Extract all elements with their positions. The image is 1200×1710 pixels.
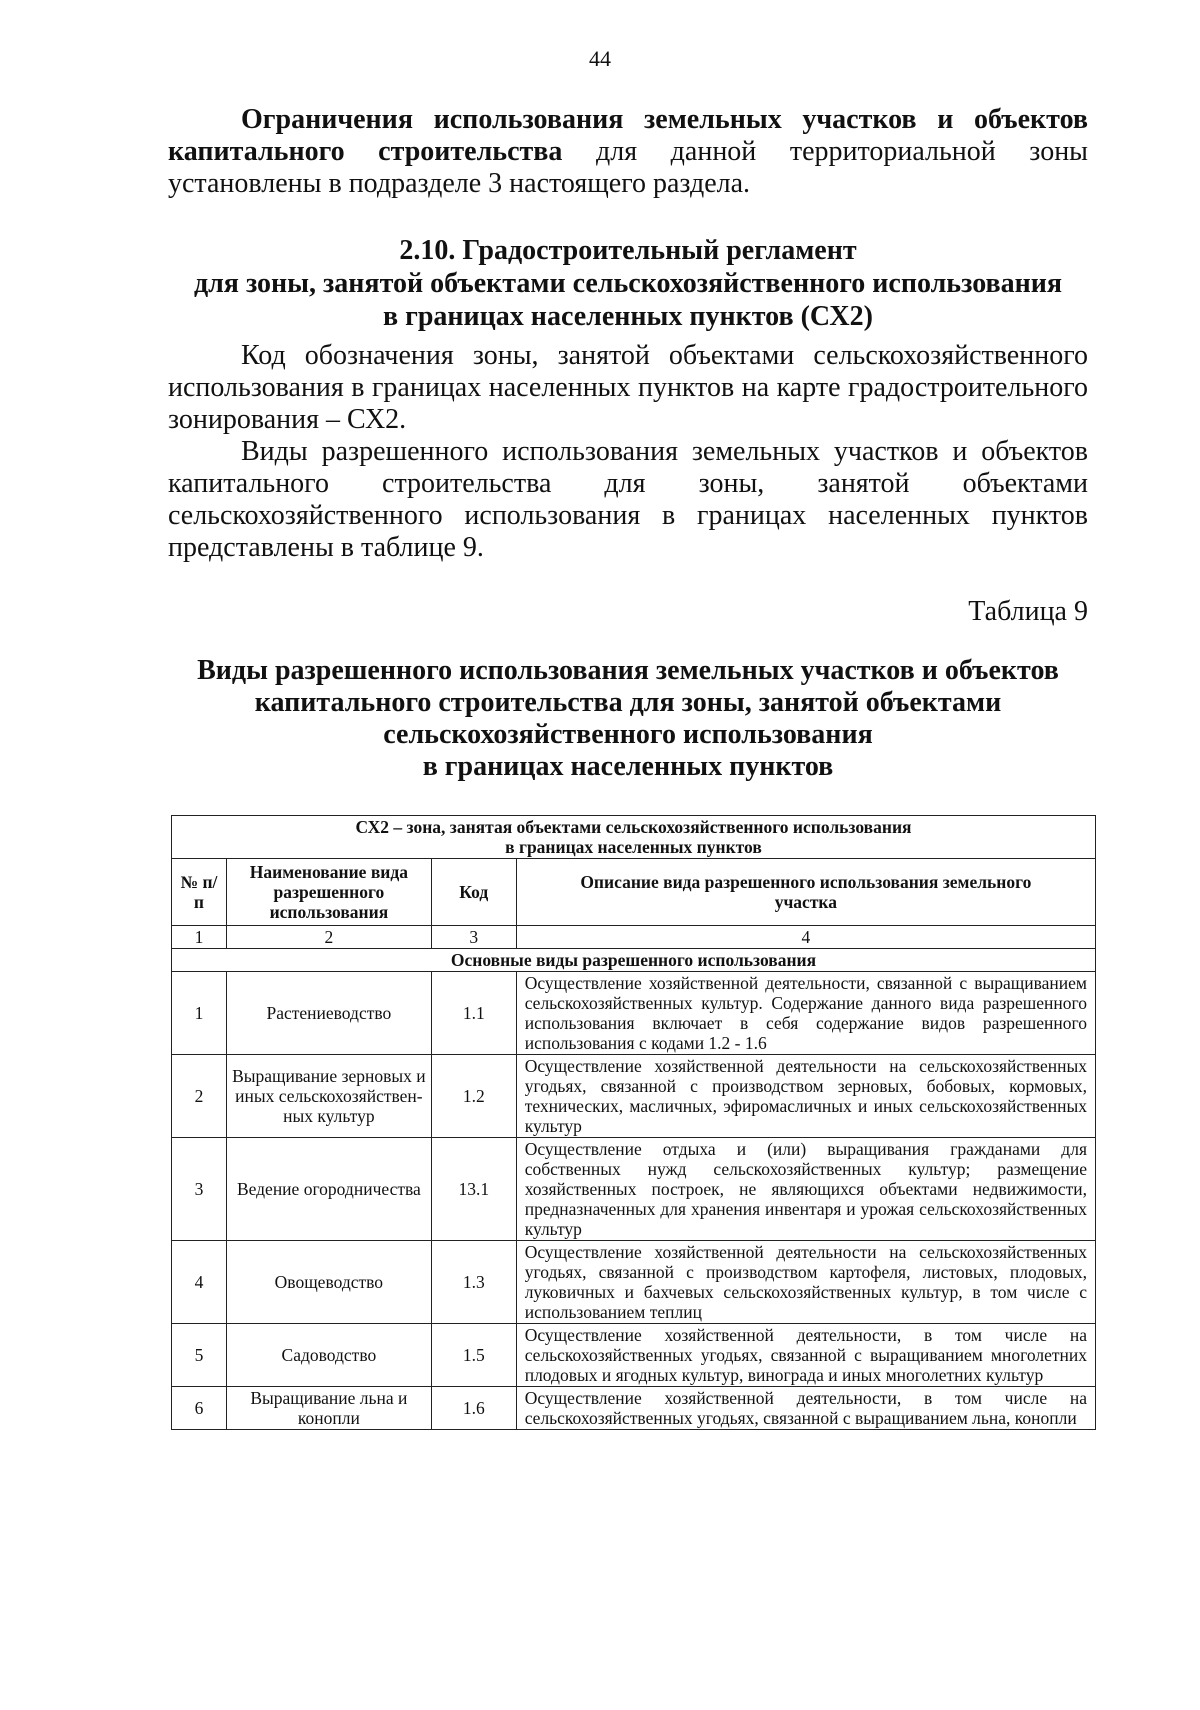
table-zone-title-line2: в границах населенных пунктов — [505, 837, 762, 857]
intro-rest: для данной территориальной зоны установлены в подразделе 3 настоящего раздела. — [168, 136, 1088, 199]
code-paragraph: Код обозначения зоны, занятой объектами сельскохозяйственного использования в границах населенных пунктов на карте градостроительного зонирования – СХ2. — [168, 340, 1088, 435]
table-title-line2: капитального строительства для зоны, занятой объектами — [254, 687, 1002, 718]
row-desc: Осуществление хозяйственной деятельности на сельскохозяйственных угодьях, связанной с производством зерновых, бобовых, кормовых, технических, масличных, эфиромасличных и иных сельскохозяйственных культур — [516, 1055, 1095, 1138]
table-row — [172, 1138, 1096, 1241]
section-heading-line3: в границах населенных пунктов (СХ2) — [383, 301, 873, 332]
types-paragraph: Виды разрешенного использования земельных участков и объектов капитального строительства для зоны, занятой объектами сельскохозяйственного использования в границах населенных пунктов представлены в таблице 9. — [168, 436, 1088, 563]
header-code: Код — [431, 859, 516, 926]
row-name: Садоводство — [226, 1324, 431, 1387]
column-number: 1 — [172, 926, 227, 949]
row-name: Растениеводство — [226, 972, 431, 1055]
row-name: Овощеводство — [226, 1241, 431, 1324]
row-desc: Осуществление хозяйственной деятельности, в том числе на сельскохозяйственных угодьях, связанной с выращиванием многолетних плодовых и ягодных культур, винограда и иных многолетних культур — [516, 1324, 1095, 1387]
table-title-line1: Виды разрешенного использования земельных участков и объектов — [197, 655, 1059, 686]
row-code: 1.2 — [431, 1055, 516, 1138]
row-name: Ведение огородничества — [226, 1138, 431, 1241]
permitted-use-table — [171, 815, 1096, 1430]
table-header-row — [172, 859, 1096, 926]
table-row — [172, 1055, 1096, 1138]
row-desc: Осуществление хозяйственной деятельности на сельскохозяйственных угодьях, связанной с производством картофеля, листовых, плодовых, луковичных и бахчевых сельскохозяйственных культур, в том числе с использованием теплиц — [516, 1241, 1095, 1324]
row-num: 1 — [172, 972, 227, 1055]
table-title-line4: в границах населенных пунктов — [422, 751, 834, 782]
row-num: 5 — [172, 1324, 227, 1387]
table-row — [172, 1241, 1096, 1324]
row-code: 1.5 — [431, 1324, 516, 1387]
row-name: Выращивание зерновых и иных сельскохозяйствен-ных культур — [226, 1055, 431, 1138]
row-num: 2 — [172, 1055, 227, 1138]
row-code: 1.6 — [431, 1387, 516, 1430]
row-desc: Осуществление хозяйственной деятельности, в том числе на сельскохозяйственных угодьях, связанной с выращиванием льна, конопли — [516, 1387, 1095, 1430]
header-name: Наименование вида разрешенного использования — [226, 859, 431, 926]
section-heading-line2: для зоны, занятой объектами сельскохозяйственного использования — [193, 268, 1063, 299]
column-number: 2 — [226, 926, 431, 949]
column-number-row — [172, 926, 1096, 949]
section-label: Основные виды разрешенного использования — [172, 949, 1096, 972]
table-row — [172, 1387, 1096, 1430]
table-zone-title-row — [172, 816, 1096, 859]
row-num: 4 — [172, 1241, 227, 1324]
row-num: 3 — [172, 1138, 227, 1241]
intro-paragraph — [168, 104, 1088, 200]
row-num: 6 — [172, 1387, 227, 1430]
table-zone-title — [172, 816, 1096, 859]
table-title — [168, 655, 1088, 783]
table-row — [172, 972, 1096, 1055]
row-desc: Осуществление отдыха и (или) выращивания гражданами для собственных нужд сельскохозяйственных культур; размещение хозяйственных построек, не являющихся объектами недвижимости, предназначенных для хранения инвентаря и урожая сельскохозяйственных культур — [516, 1138, 1095, 1241]
row-code: 1.3 — [431, 1241, 516, 1324]
section-label-row — [172, 949, 1096, 972]
row-code: 13.1 — [431, 1138, 516, 1241]
row-name: Выращивание льна и конопли — [226, 1387, 431, 1430]
table-title-line3: сельскохозяйственного использования — [383, 719, 873, 750]
section-heading-line1: 2.10. Градостроительный регламент — [399, 235, 857, 266]
page-number: 44 — [589, 46, 611, 71]
row-code: 1.1 — [431, 972, 516, 1055]
column-number: 4 — [516, 926, 1095, 949]
table-zone-title-line1: СХ2 – зона, занятая объектами сельскохозяйственного использования — [355, 817, 912, 837]
column-number: 3 — [431, 926, 516, 949]
row-desc: Осуществление хозяйственной деятельности, связанной с выращиванием сельскохозяйственных культур. Содержание данного вида разрешенного использования включает в себя содержание видов разрешенного использования с кодами 1.2 - 1.6 — [516, 972, 1095, 1055]
intro-bold-lead: Ограничения использования земельных участков и объектов капитального строительства — [168, 104, 1088, 167]
header-desc: Описание вида разрешенного использования земельного участка — [516, 859, 1095, 926]
table-row — [172, 1324, 1096, 1387]
body-block — [168, 340, 1088, 564]
intro-block — [168, 104, 1088, 200]
table-caption: Таблица 9 — [968, 596, 1088, 627]
header-num: № п/п — [172, 859, 227, 926]
section-heading — [168, 234, 1088, 333]
